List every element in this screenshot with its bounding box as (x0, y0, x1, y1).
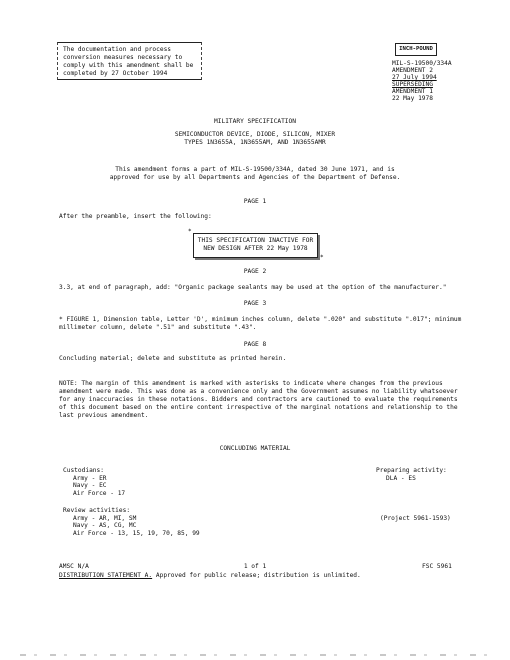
intro-line1: This amendment forms a part of MIL-S-19500/334A, dated 30 June 1971, and is (115, 166, 395, 173)
note-line: NOTE: The margin of this amendment is marked with asterisks to indicate where changes from the previous (59, 380, 443, 387)
distribution-text: Approved for public release; distribution is unlimited. (152, 572, 361, 579)
superseded-date: 22 May 1978 (392, 95, 433, 102)
page1-instruction: After the preamble, insert the following: (59, 213, 212, 220)
notice-line: conversion measures necessary to (63, 54, 183, 61)
project-number: (Project 5961-1593) (380, 515, 451, 522)
preparing-activity: DLA - ES (386, 474, 416, 482)
compliance-notice-box (57, 42, 202, 80)
doc-number: MIL-S-19500/334A (392, 60, 452, 67)
review-item: Army - AR, MI, SM (73, 514, 137, 522)
custodians-label: Custodians: (63, 467, 104, 474)
page3-heading: PAGE 3 (243, 300, 267, 307)
review-item: Air Force - 13, 15, 19, 70, 85, 99 (73, 529, 200, 537)
spec-type-heading: MILITARY SPECIFICATION (214, 118, 296, 125)
page2-heading: PAGE 2 (243, 268, 267, 275)
scan-artifact-line (20, 654, 500, 656)
amsc-label: AMSC N/A (59, 563, 89, 570)
amendment-date: 27 July 1994 (392, 74, 437, 81)
page8-heading: PAGE 8 (243, 341, 267, 348)
fsc-label: FSC 5961 (422, 563, 452, 570)
inactive-notice-box (193, 233, 318, 258)
custodians-block (63, 467, 125, 497)
note-line: of this document based on the entire content irrespective of the marginal notations and relationship to the (59, 404, 458, 411)
spec-title-line1: SEMICONDUCTOR DEVICE, DIODE, SILICON, MIXER (174, 131, 336, 138)
page2-text: 3.3, at end of paragraph, add: "Organic package sealants may be used at the option of the manufacturer." (59, 284, 447, 291)
custodian-item: Air Force - 17 (73, 489, 126, 497)
note-line: for any inaccuracies in these notations. Bidders and contractors are cautioned to evaluate the requirements (59, 396, 458, 403)
asterisk-mark: * (188, 228, 192, 235)
review-item: Navy - AS, CG, MC (73, 522, 137, 529)
inch-pound-label: INCH-POUND (395, 43, 437, 56)
notice-line: completed by 27 October 1994 (63, 70, 168, 77)
distribution-statement (59, 572, 361, 580)
note-line: amendment were made. This was done as a convenience only and the Government assumes no liability whatsoever (59, 388, 458, 395)
page-number: 1 of 1 (243, 563, 267, 570)
superseded-amendment: AMENDMENT 1 (392, 88, 433, 95)
asterisk-mark: * (320, 254, 324, 261)
distribution-label: DISTRIBUTION STATEMENT A. (59, 572, 153, 579)
inactive-line1: THIS SPECIFICATION INACTIVE FOR (197, 237, 314, 244)
intro-line2: approved for use by all Departments and Agencies of the Department of Defense. (109, 174, 401, 181)
notice-line: comply with this amendment shall be (63, 62, 194, 69)
page8-text: Concluding material; delete and substitute as printed herein. (59, 355, 287, 362)
inactive-line2: NEW DESIGN AFTER 22 May 1978 (203, 245, 308, 252)
page3-line1: * FIGURE 1, Dimension table, Letter 'D', minimum inches column, delete ".020" and substitute ".017"; minimum (59, 316, 462, 323)
page1-heading: PAGE 1 (243, 198, 267, 205)
custodian-item: Army - ER (73, 474, 107, 482)
concluding-heading: CONCLUDING MATERIAL (219, 445, 291, 452)
note-paragraph (59, 380, 459, 420)
custodian-item: Navy - EC (73, 482, 107, 489)
superseding-label: SUPERSEDING (392, 81, 433, 88)
preparing-label: Preparing activity: (376, 467, 447, 474)
note-line: last previous amendment. (59, 412, 149, 419)
review-label: Review activities: (63, 507, 131, 514)
preparing-activity-block (376, 467, 447, 482)
page3-line2: millimeter column, delete ".51" and substitute ".43". (59, 324, 257, 331)
review-activities-block (63, 507, 200, 537)
amendment-number: AMENDMENT 2 (392, 67, 433, 74)
spec-title-line2: TYPES 1N3655A, 1N3655AM, AND 1N3655AMR (184, 139, 326, 146)
notice-line: The documentation and process (63, 46, 172, 53)
document-identifiers (392, 60, 452, 102)
